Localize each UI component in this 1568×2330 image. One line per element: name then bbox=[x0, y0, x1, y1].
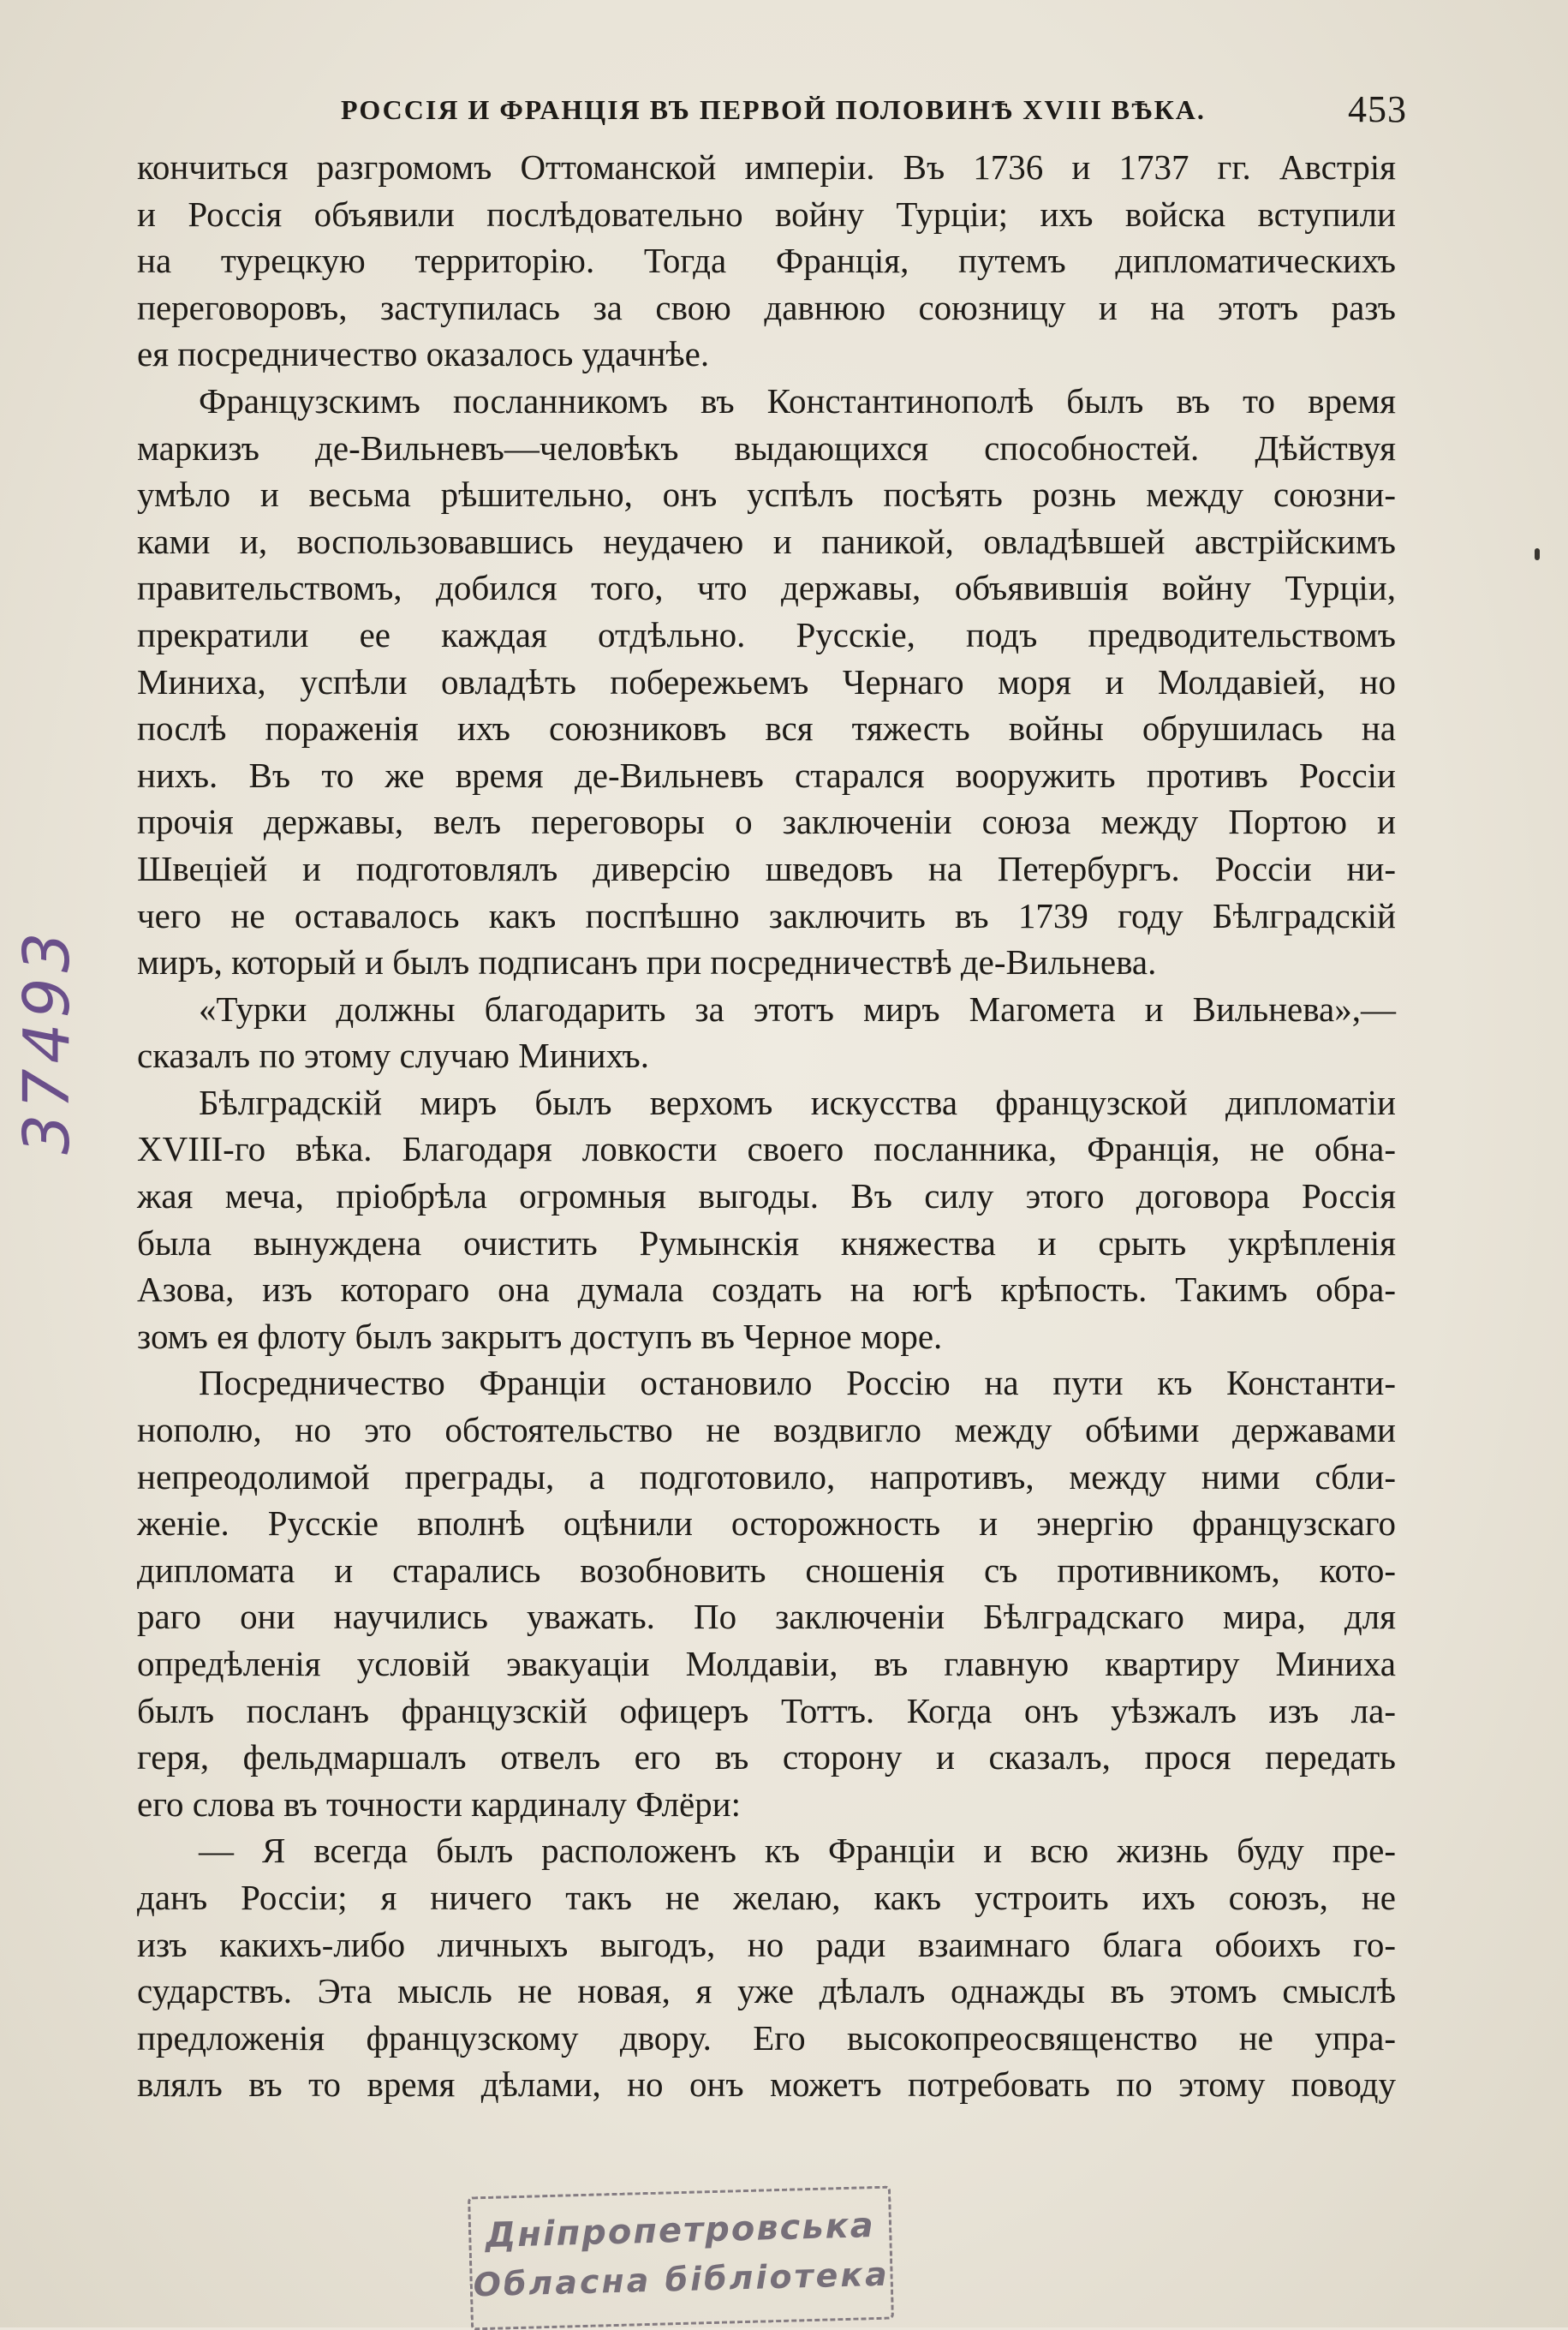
running-head bbox=[341, 87, 1407, 139]
text-line: былъ посланъ французскій офицеръ Тоттъ. Когда онъ уѣзжалъ изъ ла- bbox=[137, 1690, 1396, 1730]
text-line: маркизъ де-Вильневъ—человѣкъ выдающихся способностей. Дѣйствуя bbox=[137, 427, 1396, 468]
text-line: предложенія французскому двору. Его высокопреосвященство не упра- bbox=[137, 2017, 1396, 2058]
text-line: влялъ въ то время дѣлами, но онъ можетъ потребовать по этому поводу bbox=[137, 2064, 1396, 2105]
text-line: геря, фельдмаршалъ отвелъ его въ сторону и сказалъ, прося передать bbox=[137, 1737, 1396, 1777]
text-line: XVIII-го вѣка. Благодаря ловкости своего посланника, Франція, не обна- bbox=[137, 1129, 1396, 1169]
text-line: ками и, воспользовавшись неудачею и паникой, овладѣвшей австрійскимъ bbox=[137, 521, 1396, 561]
text-line: миръ, который и былъ подписанъ при посредничествѣ де-Вильнева. bbox=[137, 942, 1157, 983]
text-line: опредѣленія условій эвакуаціи Молдавіи, въ главную квартиру Миниха bbox=[137, 1644, 1396, 1683]
text-line: ея посредничество оказалось удачнѣе. bbox=[137, 334, 710, 374]
text-line: нополю, но это обстоятельство не воздвигло между обѣими державами bbox=[137, 1410, 1396, 1450]
text-line: «Турки должны благодарить за этотъ миръ Магомета и Вильнева»,— bbox=[199, 989, 1396, 1029]
text-line: зомъ ея флоту былъ закрытъ доступъ въ Черное море. bbox=[137, 1316, 943, 1356]
text-line: его слова въ точности кардиналу Флёри: bbox=[137, 1783, 741, 1824]
text-line: правительствомъ, добился того, что державы, объявившія войну Турціи, bbox=[137, 568, 1396, 608]
stamp-line-1: Днiпропетровська bbox=[485, 2206, 876, 2255]
text-line: раго они научились уважать. По заключеніи Бѣлградскаго мира, для bbox=[137, 1597, 1396, 1637]
text-line: была вынуждена очистить Румынскія княжества и срыть укрѣпленія bbox=[137, 1222, 1396, 1263]
text-line: умѣло и весьма рѣшительно, онъ успѣлъ посѣять рознь между союзни- bbox=[137, 475, 1396, 515]
text-line: Бѣлградскій миръ былъ верхомъ искусства французской дипломатіи bbox=[199, 1082, 1396, 1122]
text-line: Посредничество Франціи остановило Россію на пути къ Константи- bbox=[199, 1363, 1396, 1403]
text-line: непреодолимой преграды, а подготовило, напротивъ, между ними сбли- bbox=[137, 1456, 1396, 1497]
text-line: прочія державы, велъ переговоры о заключеніи союза между Портою и bbox=[137, 802, 1396, 842]
text-line: сказалъ по этому случаю Минихъ. bbox=[137, 1036, 649, 1076]
margin-mark bbox=[1535, 548, 1540, 560]
text-line: сударствъ. Эта мысль не новая, я уже дѣлалъ однажды въ этомъ смыслѣ bbox=[137, 1971, 1396, 2011]
inventory-number-text: 37493 bbox=[10, 927, 84, 1155]
text-line: дипломата и старались возобновить сношенія съ противникомъ, кото- bbox=[137, 1550, 1396, 1590]
body-text bbox=[137, 144, 1396, 2108]
text-line: женіе. Русскіе вполнѣ оцѣнили осторожность и энергію французскаго bbox=[137, 1503, 1396, 1544]
text-line: Миниха, успѣли овладѣть побережьемъ Чернаго моря и Молдавіей, но bbox=[137, 661, 1396, 702]
text-line: данъ Россіи; я ничего такъ не желаю, какъ устроить ихъ союзъ, не bbox=[137, 1877, 1396, 1917]
text-line: послѣ пораженія ихъ союзниковъ вся тяжесть войны обрушилась на bbox=[137, 708, 1396, 749]
text-line: кончиться разгромомъ Оттоманской имперіи. Въ 1736 и 1737 гг. Австрія bbox=[137, 147, 1396, 187]
text-line: — Я всегда былъ расположенъ къ Франціи и всю жизнь буду пре- bbox=[199, 1831, 1396, 1871]
text-line: изъ какихъ-либо личныхъ выгодъ, но ради взаимнаго блага обоихъ го- bbox=[137, 1924, 1396, 1964]
stamp-line-2: Обласна бiблiотека bbox=[473, 2255, 891, 2304]
text-line: Французскимъ посланникомъ въ Константинополѣ былъ въ то время bbox=[199, 380, 1396, 421]
text-line: чего не оставалось какъ поспѣшно заключить въ 1739 году Бѣлградскій bbox=[137, 895, 1396, 935]
text-line: и Россія объявили послѣдовательно войну Турціи; ихъ войска вступили bbox=[137, 194, 1396, 234]
text-line: переговоровъ, заступилась за свою давнюю союзницу и на этотъ разъ bbox=[137, 287, 1396, 327]
text-line: Азова, изъ котораго она думала создать на югѣ крѣпость. Такимъ обра- bbox=[137, 1270, 1396, 1310]
text-line: нихъ. Въ то же время де-Вильневъ старался вооружить противъ Россіи bbox=[137, 755, 1396, 795]
text-line: прекратили ее каждая отдѣльно. Русскіе, подъ предводительствомъ bbox=[137, 614, 1396, 654]
text-line: жая меча, пріобрѣла огромныя выгоды. Въ силу этого договора Россія bbox=[137, 1176, 1396, 1216]
text-line: на турецкую территорію. Тогда Франція, путемъ дипломатическихъ bbox=[137, 241, 1396, 281]
text-line: Швеціей и подготовлялъ диверсію шведовъ на Петербургъ. Россіи ни- bbox=[137, 848, 1396, 888]
handwritten-inventory-number bbox=[9, 927, 86, 1155]
running-title: РОССІЯ И ФРАНЦІЯ ВЪ ПЕРВОЙ ПОЛОВИНѢ XVIII ВѢКА. bbox=[341, 94, 1206, 125]
page-number: 453 bbox=[1348, 88, 1407, 130]
library-stamp bbox=[468, 2186, 894, 2330]
